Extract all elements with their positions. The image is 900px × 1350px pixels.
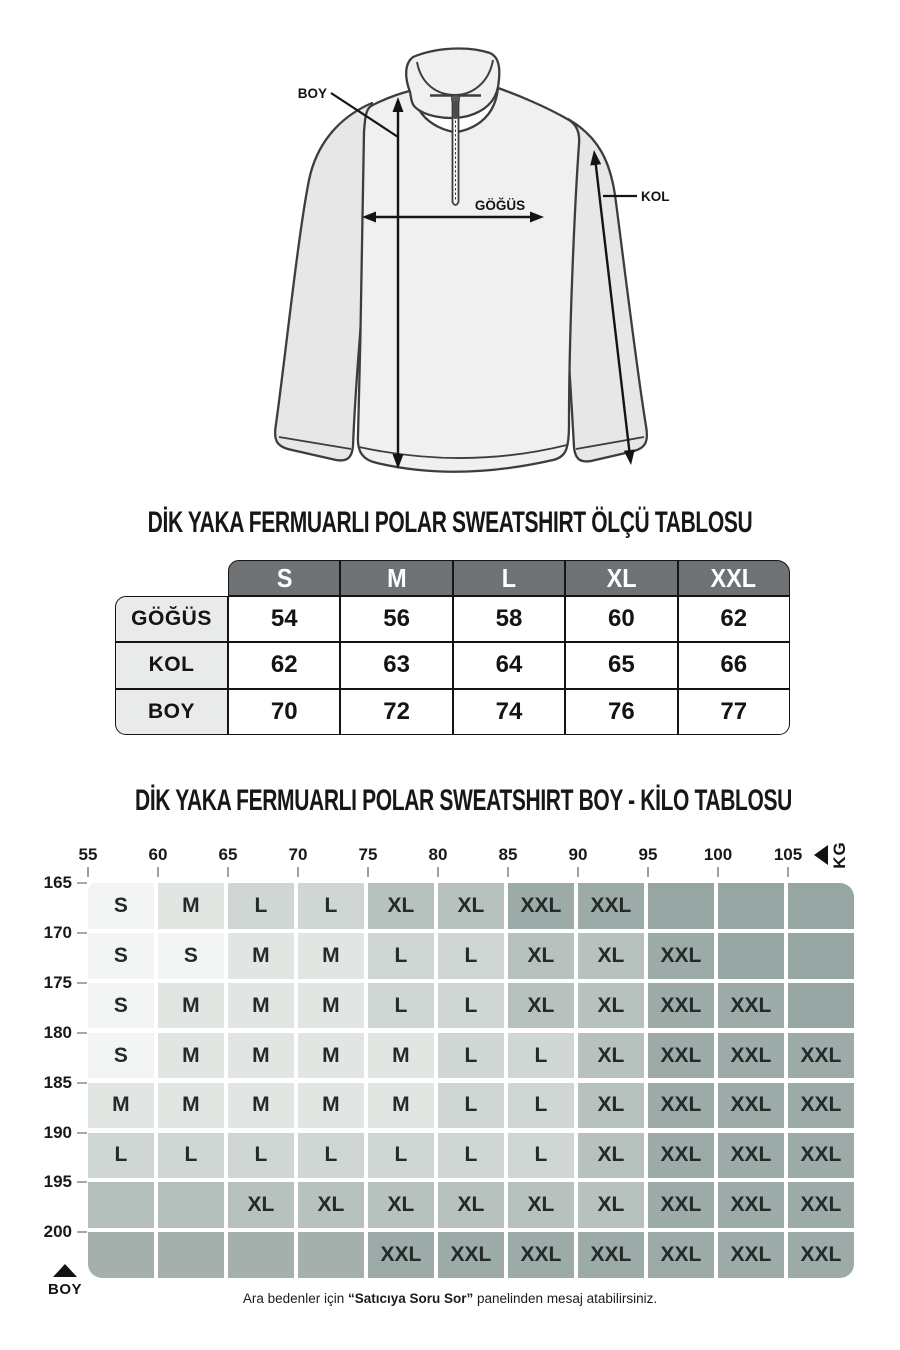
- hw-size-cell: XXL: [648, 933, 714, 979]
- hw-size-cell: XXL: [788, 1033, 854, 1079]
- hw-size-cell: L: [298, 883, 364, 929]
- gogus-dim-label: GÖĞÜS: [474, 198, 526, 213]
- hw-empty-cell: [158, 1182, 224, 1228]
- hw-size-cell: XXL: [648, 983, 714, 1029]
- hw-empty-cell: [788, 883, 854, 929]
- hw-size-cell: L: [508, 1083, 574, 1129]
- height-axis-label: 195: [43, 1172, 72, 1192]
- hw-size-cell: L: [228, 1133, 294, 1179]
- footnote: Ara bedenler için “Satıcıya Soru Sor” panelinden mesaj atabilirsiniz.: [242, 1291, 658, 1306]
- hw-size-cell: M: [298, 1033, 364, 1079]
- hw-empty-cell: [648, 883, 714, 929]
- hw-size-cell: XL: [438, 1182, 504, 1228]
- size-value: 54: [228, 596, 340, 642]
- weight-axis-label: 80: [428, 845, 448, 864]
- hw-size-cell: M: [158, 1033, 224, 1079]
- weight-axis-tick: [87, 867, 89, 877]
- kol-dim-label: KOL: [641, 189, 670, 204]
- weight-axis-tick: [157, 867, 159, 877]
- height-axis-label: 190: [43, 1122, 72, 1142]
- weight-axis-tick: [577, 867, 579, 877]
- weight-axis-tick: [717, 867, 719, 877]
- weight-axis-tick: [227, 867, 229, 877]
- size-value: 72: [340, 689, 452, 735]
- height-axis-label: 200: [43, 1222, 72, 1242]
- hw-size-cell: XL: [578, 933, 644, 979]
- height-axis-tick: [77, 982, 87, 984]
- weight-axis-label: 105: [773, 845, 803, 864]
- hw-size-cell: XXL: [718, 1182, 784, 1228]
- hw-empty-cell: [788, 983, 854, 1029]
- hw-size-cell: XXL: [648, 1083, 714, 1129]
- height-axis-label: 175: [43, 972, 72, 992]
- size-col-header: M: [340, 560, 452, 596]
- weight-axis-tick: [437, 867, 439, 877]
- hw-size-cell: XL: [578, 1133, 644, 1179]
- hw-size-cell: XXL: [438, 1232, 504, 1278]
- hw-size-cell: XXL: [648, 1133, 714, 1179]
- hw-size-cell: M: [298, 933, 364, 979]
- height-weight-title: DİK YAKA FERMUARLI POLAR SWEATSHIRT BOY - KİLO TABLOSU: [135, 784, 793, 817]
- hw-size-cell: L: [508, 1133, 574, 1179]
- hw-size-cell: S: [88, 883, 154, 929]
- hw-size-cell: L: [368, 933, 434, 979]
- size-value: 62: [228, 642, 340, 688]
- hw-size-cell: L: [298, 1133, 364, 1179]
- height-axis-tick: [77, 1082, 87, 1084]
- weight-axis-tick: [507, 867, 509, 877]
- hw-size-cell: XL: [578, 1182, 644, 1228]
- height-axis-label: 185: [43, 1072, 72, 1092]
- weight-axis-label: 95: [638, 845, 658, 864]
- weight-axis-label: 55: [78, 845, 98, 864]
- hw-size-cell: XL: [508, 933, 574, 979]
- size-row-label: GÖĞÜS: [115, 596, 228, 642]
- hw-size-cell: XL: [508, 1182, 574, 1228]
- hw-size-cell: M: [228, 1083, 294, 1129]
- weight-axis-label: 90: [568, 845, 588, 864]
- hw-size-cell: L: [158, 1133, 224, 1179]
- hw-empty-cell: [718, 883, 784, 929]
- hw-size-cell: XXL: [718, 1033, 784, 1079]
- hw-size-cell: XXL: [648, 1033, 714, 1079]
- hw-empty-cell: [718, 933, 784, 979]
- height-axis-tick: [77, 1032, 87, 1034]
- weight-axis-label: 100: [703, 845, 733, 864]
- size-value: 70: [228, 689, 340, 735]
- hw-size-cell: XXL: [718, 1133, 784, 1179]
- hw-size-cell: XXL: [718, 1083, 784, 1129]
- hw-size-cell: XXL: [788, 1083, 854, 1129]
- size-col-header: S: [228, 560, 340, 596]
- boy-arrow-icon: [53, 1264, 77, 1277]
- hw-size-cell: XL: [368, 883, 434, 929]
- hw-size-cell: S: [88, 933, 154, 979]
- hw-empty-cell: [158, 1232, 224, 1278]
- hw-size-cell: M: [298, 1083, 364, 1129]
- weight-axis-label: 70: [288, 845, 308, 864]
- hw-size-cell: XL: [508, 983, 574, 1029]
- height-axis-tick: [77, 882, 87, 884]
- hw-size-cell: XXL: [718, 983, 784, 1029]
- kg-axis-marker: [814, 841, 854, 869]
- height-axis-tick: [77, 932, 87, 934]
- hw-size-cell: L: [368, 1133, 434, 1179]
- hw-size-cell: XXL: [788, 1232, 854, 1278]
- hw-size-cell: XXL: [368, 1232, 434, 1278]
- hw-size-cell: S: [158, 933, 224, 979]
- hw-size-cell: M: [158, 1083, 224, 1129]
- hw-size-cell: M: [158, 883, 224, 929]
- hw-size-cell: L: [438, 1133, 504, 1179]
- hw-size-cell: XXL: [508, 883, 574, 929]
- weight-axis-tick: [367, 867, 369, 877]
- size-value: 77: [678, 689, 790, 735]
- height-axis-label: 165: [43, 873, 72, 892]
- size-row-label: BOY: [115, 689, 228, 735]
- hw-empty-cell: [88, 1182, 154, 1228]
- height-axis-label: 180: [43, 1022, 72, 1042]
- height-axis-label: 170: [43, 922, 72, 942]
- hw-size-cell: S: [88, 1033, 154, 1079]
- size-value: 74: [453, 689, 565, 735]
- size-value: 62: [678, 596, 790, 642]
- hw-empty-cell: [88, 1232, 154, 1278]
- hw-size-cell: L: [438, 933, 504, 979]
- kg-axis-label: KG: [829, 841, 849, 869]
- weight-axis-tick: [647, 867, 649, 877]
- kg-arrow-icon: [814, 845, 828, 865]
- hw-size-cell: M: [298, 983, 364, 1029]
- height-axis-tick: [77, 1181, 87, 1183]
- hw-size-cell: L: [438, 1033, 504, 1079]
- height-axis-tick: [77, 1231, 87, 1233]
- boy-axis-label: BOY: [47, 1281, 82, 1298]
- height-axis-tick: [77, 1132, 87, 1134]
- hw-size-cell: XXL: [648, 1182, 714, 1228]
- hw-size-cell: XL: [368, 1182, 434, 1228]
- hw-size-cell: XL: [298, 1182, 364, 1228]
- hw-size-cell: L: [438, 1083, 504, 1129]
- hw-size-cell: S: [88, 983, 154, 1029]
- size-col-header: XL: [565, 560, 677, 596]
- hw-size-cell: XL: [578, 983, 644, 1029]
- hw-size-cell: L: [368, 983, 434, 1029]
- size-value: 63: [340, 642, 452, 688]
- hw-empty-cell: [298, 1232, 364, 1278]
- hw-size-cell: L: [438, 983, 504, 1029]
- hw-size-cell: XL: [578, 1083, 644, 1129]
- weight-axis-tick: [787, 867, 789, 877]
- hw-size-cell: XXL: [648, 1232, 714, 1278]
- hw-size-cell: M: [228, 933, 294, 979]
- hw-size-cell: XXL: [578, 883, 644, 929]
- hw-size-cell: M: [158, 983, 224, 1029]
- hw-size-cell: M: [228, 983, 294, 1029]
- hw-size-cell: XL: [578, 1033, 644, 1079]
- hw-size-cell: XL: [228, 1182, 294, 1228]
- size-value: 64: [453, 642, 565, 688]
- weight-axis-label: 65: [218, 845, 238, 864]
- hw-size-cell: XXL: [788, 1182, 854, 1228]
- hw-size-cell: XL: [438, 883, 504, 929]
- hw-size-cell: L: [88, 1133, 154, 1179]
- size-col-header: L: [453, 560, 565, 596]
- hw-size-cell: XXL: [788, 1133, 854, 1179]
- size-value: 76: [565, 689, 677, 735]
- hw-size-cell: XXL: [718, 1232, 784, 1278]
- weight-axis-label: 85: [498, 845, 518, 864]
- size-value: 60: [565, 596, 677, 642]
- size-value: 66: [678, 642, 790, 688]
- hw-size-cell: M: [368, 1083, 434, 1129]
- weight-axis-label: 75: [358, 845, 378, 864]
- weight-axis-tick: [297, 867, 299, 877]
- hw-empty-cell: [228, 1232, 294, 1278]
- size-col-header: XXL: [678, 560, 790, 596]
- hw-size-cell: L: [228, 883, 294, 929]
- hw-size-cell: XXL: [578, 1232, 644, 1278]
- hw-size-cell: M: [368, 1033, 434, 1079]
- hw-size-cell: XXL: [508, 1232, 574, 1278]
- hw-size-cell: L: [508, 1033, 574, 1079]
- size-value: 65: [565, 642, 677, 688]
- size-value: 58: [453, 596, 565, 642]
- hw-size-cell: M: [88, 1083, 154, 1129]
- hw-size-cell: M: [228, 1033, 294, 1079]
- boy-dim-label: BOY: [297, 86, 327, 101]
- size-value: 56: [340, 596, 452, 642]
- size-table-title: DİK YAKA FERMUARLI POLAR SWEATSHIRT ÖLÇÜ TABLOSU: [147, 506, 753, 539]
- weight-axis-label: 60: [148, 845, 168, 864]
- hw-empty-cell: [788, 933, 854, 979]
- size-row-label: KOL: [115, 642, 228, 688]
